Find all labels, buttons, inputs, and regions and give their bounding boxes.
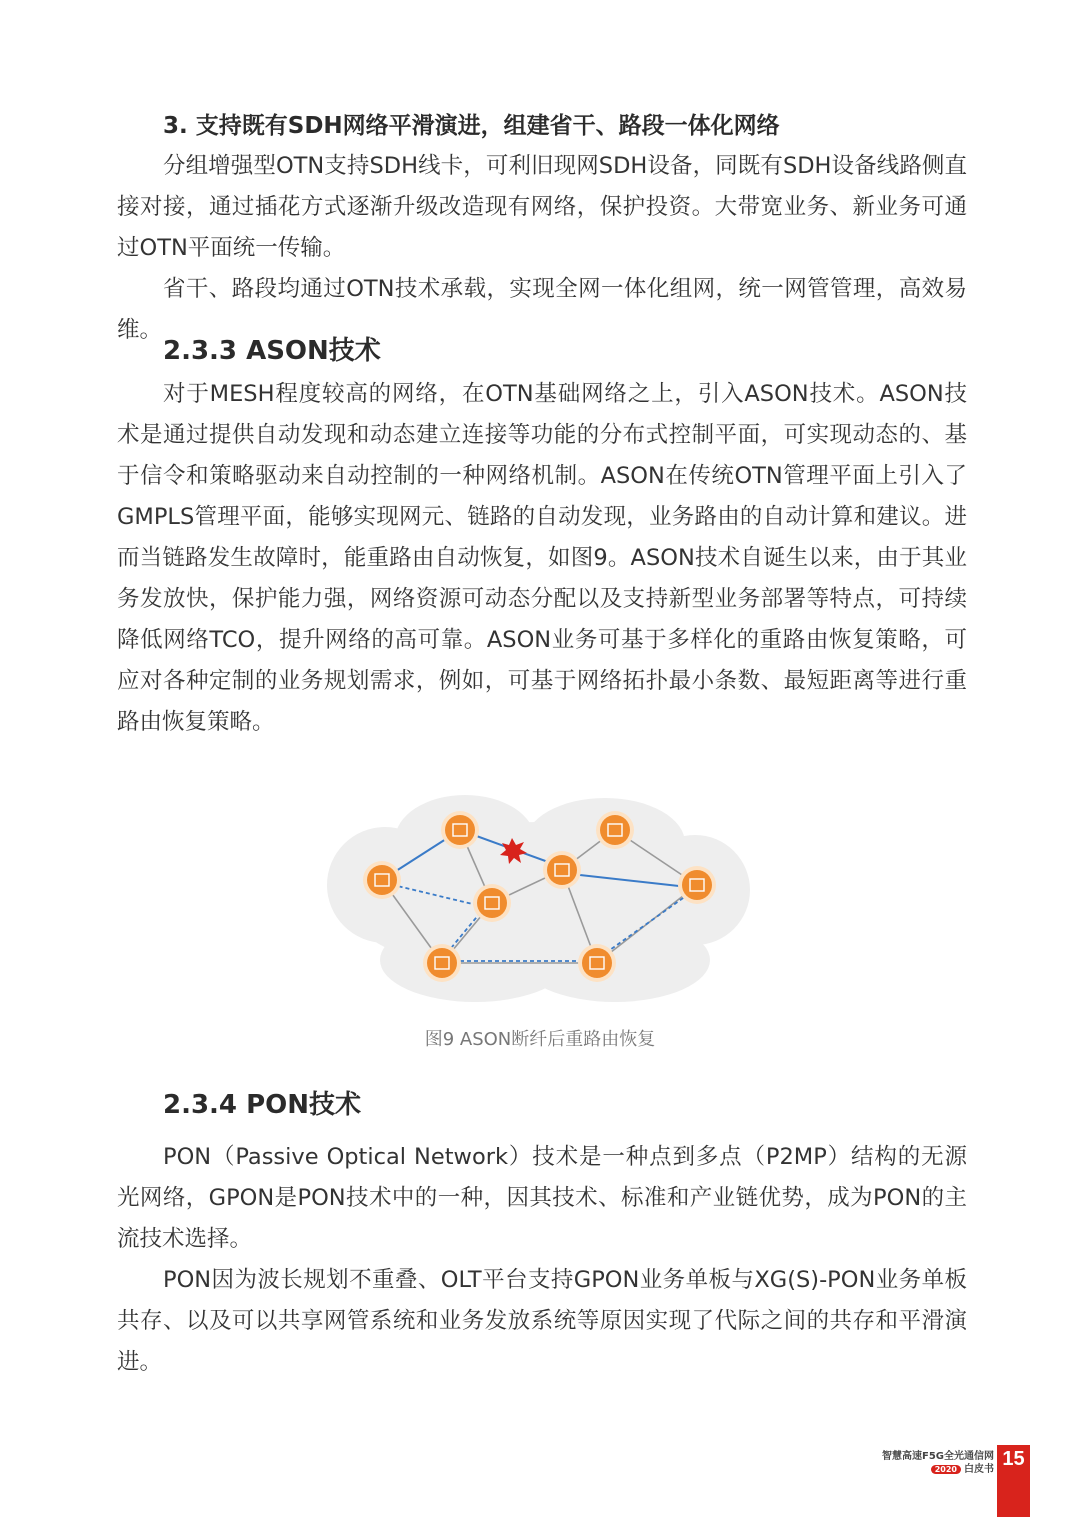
footer-title: 智慧高速F5G全光通信网 [882,1451,994,1462]
section-sdh [117,106,967,351]
node-1 [363,861,401,899]
node-4 [543,851,581,889]
footer-year-badge: 2020 [931,1465,961,1474]
node-6 [678,866,716,904]
node-8 [578,944,616,982]
ason-network-diagram [325,795,755,1005]
paragraph-sdh-2: 省干、路段均通过OTN技术承载，实现全网一体化组网，统一网管管理，高效易维。 [117,276,967,343]
node-2 [441,811,479,849]
heading-ason: 2.3.3 ASON技术 [163,336,381,366]
paragraph-ason: 对于MESH程度较高的网络，在OTN基础网络之上，引入ASON技术。ASON技术是通过提供自动发现和动态建立连接等功能的分布式控制平面，可实现动态的、基于信令和策略驱动来自动控制的一种网络机制。ASON在传统OTN管理平面上引入了GMPLS管理平面，能够实现网元、链路的自动发现，业务路由的自动计算和建议。进而当链路发生故障时，能重路由自动恢复，如图9。ASON技术自诞生以来，由于其业务发放快，保护能力强，网络资源可动态分配以及支持新型业务部署等特点，可持续降低网络TCO，提升网络的高可靠。ASON业务可基于多样化的重路由恢复策略，可应对各种定制的业务规划需求，例如，可基于网络拓扑最小条数、最短距离等进行重路由恢复策略。 [117,381,967,735]
footer-subtitle-row [931,1460,994,1475]
section-pon [117,1137,967,1383]
subheading-sdh: 3. 支持既有SDH网络平滑演进，组建省干、路段一体化网络 [163,113,780,139]
heading-pon: 2.3.4 PON技术 [163,1090,361,1120]
paragraph-pon-2: PON因为波长规划不重叠、OLT平台支持GPON业务单板与XG(S)-PON业务单板共存、以及可以共享网管系统和业务发放系统等原因实现了代际之间的共存和平滑演进。 [117,1267,967,1375]
figure-caption: 图9 ASON断纤后重路由恢复 [424,1029,656,1050]
section-ason [117,374,967,743]
footer-subtitle: 白皮书 [964,1464,994,1475]
paragraph-pon-1: PON（Passive Optical Network）技术是一种点到多点（P2MP）结构的无源光网络，GPON是PON技术中的一种，因其技术、标准和产业链优势，成为PON的主流技术选择。 [117,1144,967,1252]
node-3 [473,884,511,922]
page-number: 15 [1002,1448,1025,1470]
node-7 [423,944,461,982]
paragraph-sdh-1: 分组增强型OTN支持SDH线卡，可利旧现网SDH设备，同既有SDH设备线路侧直接对接，通过插花方式逐渐升级改造现有网络，保护投资。大带宽业务、新业务可通过OTN平面统一传输。 [117,153,967,261]
node-5 [596,811,634,849]
